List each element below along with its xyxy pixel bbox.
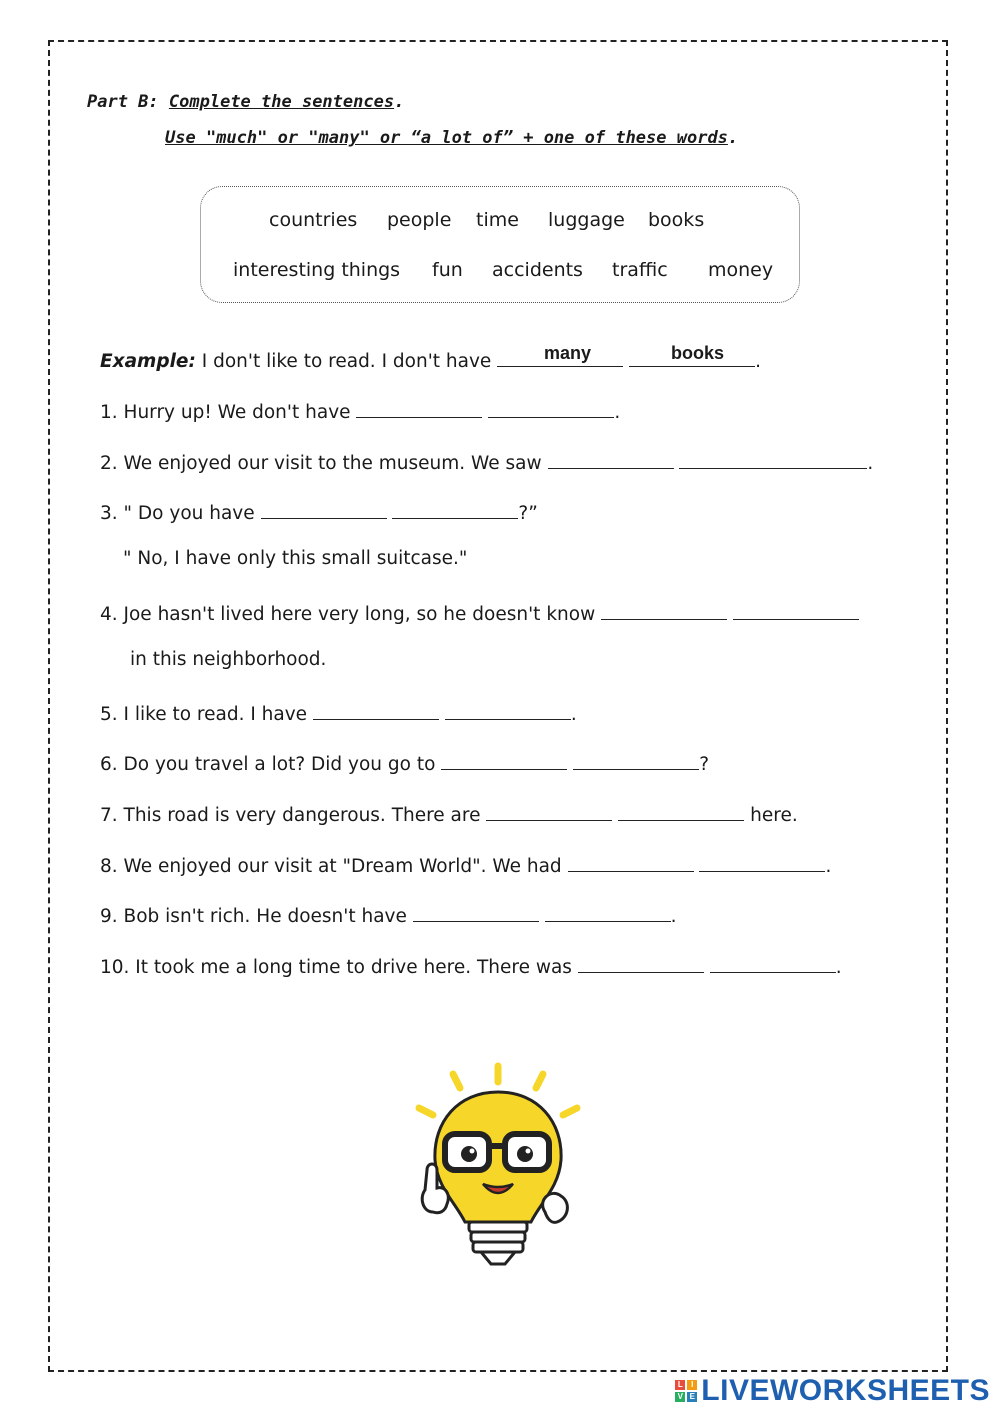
sentence-2-text: 2. We enjoyed our visit to the museum. We saw [100, 453, 542, 474]
instruction-complete: Complete the sentences [168, 92, 395, 112]
blank-5a[interactable] [313, 699, 439, 720]
example-sentence [100, 346, 761, 372]
sentence-3-reply-text: " No, I have only this small suitcase." [123, 548, 468, 569]
blank-5b[interactable] [445, 699, 571, 720]
logo-squares-icon [675, 1380, 697, 1402]
sentence-5-end: . [570, 704, 577, 725]
lightbulb-mascot-icon [405, 1062, 590, 1277]
sentence-1 [100, 397, 620, 423]
sentence-9-text: 9. Bob isn't rich. He doesn't have [100, 906, 407, 927]
word-time: time [476, 209, 519, 231]
sentence-1-text: 1. Hurry up! We don't have [100, 402, 351, 423]
example-label: Example: [100, 351, 196, 372]
liveworksheets-logo [675, 1374, 990, 1408]
word-fun: fun [432, 259, 463, 281]
logo-letter-i: I [687, 1380, 697, 1390]
blank-8b[interactable] [699, 851, 825, 872]
sentence-7-end: here. [744, 805, 798, 826]
sentence-6-text: 6. Do you travel a lot? Did you go to [100, 754, 436, 775]
instruction-period: . [394, 92, 405, 112]
sentence-2-end: . [867, 453, 874, 474]
sentence-10-end: . [835, 957, 842, 978]
sentence-3-text: 3. " Do you have [100, 503, 255, 524]
sentence-9-end: . [670, 906, 677, 927]
word-countries: countries [269, 209, 358, 231]
word-traffic: traffic [612, 259, 668, 281]
blank-6b[interactable] [573, 749, 699, 770]
sentence-8 [100, 851, 831, 877]
sentence-4 [100, 599, 859, 625]
blank-9a[interactable] [413, 901, 539, 922]
word-interesting-things: interesting things [233, 259, 401, 281]
blank-7b[interactable] [618, 800, 744, 821]
sentence-1-end: . [614, 402, 621, 423]
blank-4b[interactable] [733, 599, 859, 620]
blank-10a[interactable] [578, 952, 704, 973]
sentence-6 [100, 749, 709, 775]
blank-9b[interactable] [545, 901, 671, 922]
word-money: money [708, 259, 774, 281]
word-luggage: luggage [548, 209, 625, 231]
example-answer-many: many [544, 343, 592, 363]
sentence-3 [100, 498, 538, 524]
instruction-period-2: . [727, 128, 739, 148]
sentence-6-end: ? [699, 754, 710, 775]
blank-7a[interactable] [486, 800, 612, 821]
sentence-5-text: 5. I like to read. I have [100, 704, 308, 725]
blank-3a[interactable] [261, 498, 387, 519]
word-accidents: accidents [492, 259, 583, 281]
sentence-7-text: 7. This road is very dangerous. There are [100, 805, 481, 826]
sentence-5 [100, 699, 577, 725]
brand-name: LIVEWORKSHEETS [701, 1374, 990, 1407]
sentence-4-text: 4. Joe hasn't lived here very long, so he doesn't know [100, 604, 596, 625]
blank-2b[interactable] [679, 448, 867, 469]
blank-2a[interactable] [548, 448, 674, 469]
example-answer-books: books [671, 343, 725, 363]
blank-3b[interactable] [392, 498, 518, 519]
part-label: Part B: [87, 92, 159, 112]
logo-letter-v: V [675, 1392, 685, 1402]
sentence-8-text: 8. We enjoyed our visit at "Dream World". We had [100, 856, 562, 877]
blank-1a[interactable] [356, 397, 482, 418]
sentence-4-cont-text: in this neighborhood. [130, 649, 327, 670]
sentence-7 [100, 800, 798, 826]
sentence-8-end: . [825, 856, 832, 877]
instruction-use-words [165, 128, 738, 148]
example-end: . [755, 351, 761, 372]
word-people: people [387, 209, 452, 231]
sentence-10-text: 10. It took me a long time to drive here. There was [100, 957, 572, 978]
sentence-10 [100, 952, 842, 978]
sentence-4-cont [130, 649, 326, 670]
blank-1b[interactable] [488, 397, 614, 418]
word-books: books [648, 209, 705, 231]
logo-letter-e: E [687, 1392, 697, 1402]
word-bank [200, 186, 800, 303]
blank-6a[interactable] [441, 749, 567, 770]
instruction-use-text: Use "much" or "many" or “a lot of” + one of these words [165, 128, 728, 148]
sentence-3-reply [123, 548, 467, 569]
part-b-heading [87, 92, 404, 112]
blank-4a[interactable] [601, 599, 727, 620]
sentence-2 [100, 448, 873, 474]
sentence-3-end: ?” [518, 503, 538, 524]
logo-letter-l: L [675, 1380, 685, 1390]
example-text: I don't like to read. I don't have [195, 351, 492, 372]
sentence-9 [100, 901, 677, 927]
blank-10b[interactable] [710, 952, 836, 973]
blank-8a[interactable] [568, 851, 694, 872]
